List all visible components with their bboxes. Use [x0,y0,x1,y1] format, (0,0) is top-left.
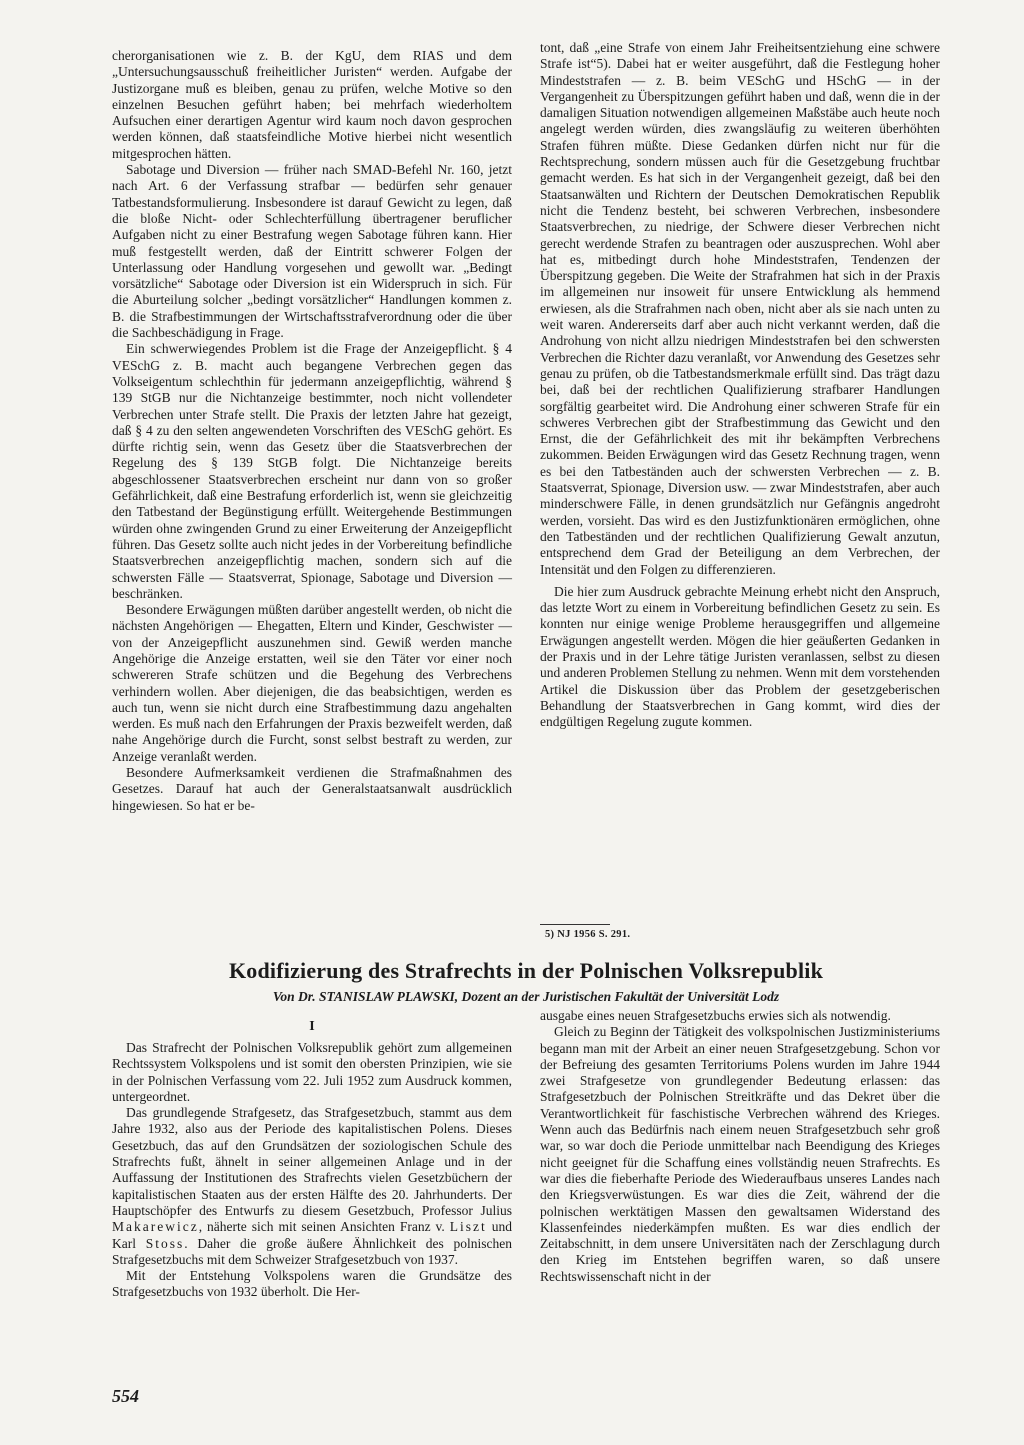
text-run: Das grundlegende Strafgesetz, das Strafgesetzbuch, stammt aus dem Jahre 1932, also aus der Periode des kapitalistischen Polens. Dieses Gesetzbuch, das auf den Grundsätzen der soziologischen Schule des Strafrechts fußt, ähnelt in seiner allgemeinen Anlage und in der Auffassung der Institutionen des Strafrechts vielen Gesetzbüchern der kapitalistischen Staaten aus der ersten Hälfte des 20. Jahrhunderts. Der Hauptschöpfer des Entwurfs zu diesem Gesetzbuch, Professor Julius [112,1105,512,1218]
top-right-column [540,40,940,730]
author-name: Makarewicz [112,1219,199,1235]
text-run: , näherte sich mit seinen Ansichten Franz v. [198,1219,445,1235]
paragraph: Gleich zu Beginn der Tätigkeit des volkspolnischen Justizministeriums begann man mit der Arbeit an einer neuen Strafgesetzgebung. Schon vor der Befreiung des gesamten Territoriums Polens wurden im Jahre 1944 zwei Strafgesetze von grundlegender Bedeutung erlassen: das Strafgesetzbuch der Polnischen Streitkräfte und das Dekret über die Verantwortlichkeit für faschistische Verbrechen während des Krieges. Wenn auch das Bedürfnis nach einem neuen Strafgesetzbuch sehr groß war, so war doch die Periode unmittelbar nach Beendigung des Krieges nicht geeignet für die Schaffung eines vollständig neuen Strafrechts. Es war dies die fieberhafte Periode des Wiederaufbaus unseres Landes nach den Kriegsverwüstungen. Es war dies die Zeit, während der die polnischen werktätigen Massen den gewaltsamen Widerstand des Klassenfeindes niederkämpfen mußten. Es war dies endlich der Zeitabschnitt, in dem unsere Universitäten nach der Zerschlagung durch den Krieg im Entstehen begriffen waren, so daß unsere Rechtswissenschaft nicht in der [540,1024,940,1284]
paragraph: tont, daß „eine Strafe von einem Jahr Freiheitsentziehung eine schwere Strafe ist“5). Dabei hat er weiter ausgeführt, daß die Festlegung hoher Mindeststrafen — z. B. beim VESchG und HSchG — in der Vergangenheit zu Überspitzungen geführt haben und daß, wenn die in der damaligen Situation notwendigen allgemeinen Maßstäbe auch heute noch angelegt werden würden, dies zwangsläufig zu weiteren überhöhten Strafen führen müßte. Diese Gedanken dürfen nicht nur für die Rechtsprechung, sondern müssen auch für die Gesetzgebung fruchtbar gemacht werden. Es hat sich in der Vergangenheit gezeigt, daß bei den Staatsanwälten und Richtern der Deutschen Demokratischen Republik nicht die Tendenz besteht, bei schweren Verbrechen, insbesondere Staatsverbrechen, zu niedrige, der Schwere dieser Verbrechen nicht gerecht werdende Strafen zu beantragen oder auszusprechen. Wohl aber hat es, mitbedingt durch hohe Mindeststrafen, Tendenzen der Überspitzung gegeben. Die Weite der Strafrahmen hat sich in der Praxis im allgemeinen nur insoweit für unsere Entwicklung als hemmend erwiesen, als die Strafrahmen nach oben, nicht aber als sie nach unten zu weit waren. Andererseits darf aber auch nicht verkannt werden, daß die Androhung von nicht allzu niedrigen Mindeststrafen bei den schwersten Verbrechen die Richter dazu veranlaßt, vor Anwendung des Gesetzes sehr genau zu prüfen, ob die Tatbestandsmerkmale erfüllt sind. Das trägt dazu bei, daß bei der rechtlichen Qualifizierung strafbarer Handlungen sorgfältig gearbeitet wird. Die Androhung einer schweren Strafe für ein schweres Verbrechen gibt der Strafbestimmung das Gewicht und den Ernst, die der Gefährlichkeit des mit ihr bekämpften Verbrechens zukommen. Beiden Erwägungen wird das Gesetz Rechnung tragen, wenn es bei den Tatbeständen auch der schwersten Verbrechen — z. B. Staatsverrat, Spionage, Diversion usw. — zwar Mindeststrafen, aber auch minderschwere Fälle, in denen grundsätzlich nur Gefängnis angedroht werden, vorsieht. Das wird es den Justizfunktionären ermöglichen, ohne den Tatbeständen und der rechtlichen Qualifizierung Gewalt anzutun, entsprechend dem Grad der Beteiligung an dem Verbrechen, der Intensität und den Folgen zu differenzieren. [540,40,940,577]
page-number: 554 [112,1386,139,1406]
author-name: Stoss [145,1235,185,1251]
paragraph [112,1105,512,1268]
paragraph: Die hier zum Ausdruck gebrachte Meinung erhebt nicht den Anspruch, das letzte Wort zu einem in Vorbereitung befindlichen Gesetz zu sein. Es konnten nur einige wenige Probleme herausgegriffen und allgemeine Erwägungen angestellt werden. Mögen die hier geäußerten Gedanken in der Praxis und in der Lehre tätige Juristen veranlassen, selbst zu diesen und anderen Problemen Stellung zu nehmen. Wenn mit dem vorstehenden Artikel die Diskussion über das Problem der gesetzgeberischen Behandlung der Staatsverbrechen in Gang kommt, wird dies der endgültigen Regelung zugute kommen. [540,583,940,730]
paragraph: cherorganisationen wie z. B. der KgU, dem RIAS und dem „Untersuchungsausschuß freiheitlicher Juristen“ werden. Aufgabe der Justizorgane muß es bleiben, genau zu prüfen, welche Motive so den einzelnen Besuchen geführt haben; bei mehrfach wiederholtem Aufsuchen einer derartigen Agentur wird kaum noch davon gesprochen werden können, daß staatsfeindliche Motive hierbei nicht wesentlich mitgesprochen hätten. [112,48,512,161]
text-run: . Daher die große äußere Ähnlichkeit des polnischen Strafgesetzbuchs mit dem Schweizer Strafgesetzbuch von 1937. [112,1235,513,1267]
paragraph: Besondere Aufmerksamkeit verdienen die Strafmaßnahmen des Gesetzes. Darauf hat auch der Generalstaatsanwalt ausdrücklich hingewiesen. So hat er be- [112,765,512,813]
paragraph: Das Strafrecht der Polnischen Volksrepublik gehört zum allgemeinen Rechtssystem Volkspolens und ist somit den obersten Prinzipien, wie sie in der Polnischen Verfassung vom 22. Juli 1952 zum Ausdruck kommen, untergeordnet. [112,1040,512,1104]
bottom-left-column [112,1040,512,1301]
section-numeral: I [309,1019,315,1034]
paragraph: ausgabe eines neuen Strafgesetzbuchs erwies sich als notwendig. [540,1008,891,1023]
paragraph: Sabotage und Diversion — früher nach SMAD-Befehl Nr. 160, jetzt nach Art. 6 der Verfassung strafbar — bedürfen sehr genauer Tatbestandsformulierung. Insbesondere ist darauf Gewicht zu legen, daß die bloße Nicht- oder Schlechterfüllung übertragener beruflicher Aufgaben nicht zu einer Bestrafung wegen Sabotage führen kann. Hier muß festgestellt werden, daß der Eintritt schwerer Folgen der Unterlassung oder Handlung vorgesehen und gewollt war. „Bedingt vorsätzliche“ Sabotage oder Diversion ist ein Widerspruch in sich. Für die Aburteilung solcher „bedingt vorsätzlicher“ Handlungen kommen z. B. die Strafbestimmungen der Wirtschaftsstrafverordnung oder die über die Sachbeschädigung in Frage. [112,162,512,341]
article-title: Kodifizierung des Strafrechts in der Polnischen Volksrepublik [228,958,824,983]
author-name: Liszt [449,1219,487,1235]
paragraph: Mit der Entstehung Volkspolens waren die Grundsätze des Strafgesetzbuchs von 1932 überholt. Die Her- [112,1268,512,1300]
bottom-right-column [540,1008,940,1285]
paragraph: Besondere Erwägungen müßten darüber angestellt werden, ob nicht die nächsten Angehörigen — Ehegatten, Eltern und Kinder, Geschwister — von der Anzeigepflicht auszunehmen sind. Gewiß werden manche Angehörige die Anzeige erstatten, weil sie den Täter vor einer noch schwereren Strafe schützen und die Begehung des Verbrechens verhindern wollen. Aber diejenigen, die das beabsichtigen, werden es auch tun, wenn sie nicht durch eine Strafbestimmung dazu angehalten werden. Es muß nach den Erfahrungen der Praxis bezweifelt werden, daß nahe Angehörige durch die Furcht, sonst selbst bestraft zu werden, zur Anzeige veranlaßt werden. [112,602,512,764]
text-run: und Karl [112,1219,512,1251]
article-byline: Von Dr. STANISLAW PLAWSKI, Dozent an der Juristischen Fakultät der Universität Lodz [272,989,780,1004]
paragraph: Ein schwerwiegendes Problem ist die Frage der Anzeigepflicht. § 4 VESchG z. B. macht auch begangene Verbrechen gegen das Volkseigentum schlechthin für jedermann anzeigepflichtig, während § 139 StGB nur die Nichtanzeige bestimmter, noch nicht vollendeter Verbrechen unter Strafe stellt. Die Praxis der letzten Jahre hat gezeigt, daß § 4 zu den selten angewendeten Vorschriften des VESchG gehört. Es dürfte richtig sein, wenn das Gesetz über die Staatsverbrechen der Regelung des § 139 StGB folgt. Die Nichtanzeige bereits abgeschlossener Staatsverbrechen erscheint nur dann von so großer Gefährlichkeit, daß eine Bestrafung erforderlich ist, wenn sie gleichzeitig den Tatbestand der Begünstigung erfüllt. Weitergehende Bestimmungen würden ohne zwingenden Grund zu einer Erweiterung der Anzeigepflicht führen. Das Gesetz sollte auch nicht jedes in der Vorbereitung befindliche Staatsverbrechen anzeigepflichtig machen, sondern sich auf die schwersten Fälle — Staatsverrat, Spionage, Sabotage und Diversion — beschränken. [112,341,512,601]
top-left-column [112,48,512,814]
footnote-divider [540,924,610,925]
footnote: 5) NJ 1956 S. 291. [545,929,631,940]
